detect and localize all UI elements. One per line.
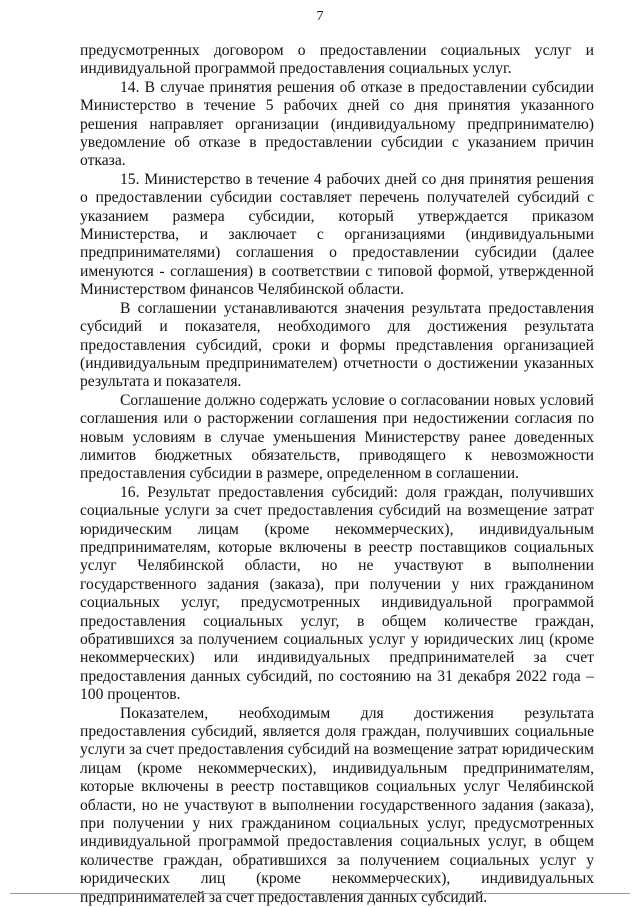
paragraph-indicator: Показателем, необходимым для достижения результата предоставления субсидий, является доля граждан, получивших социальные услуги за счет предоставления субсидий на возмещение затрат юридическим лицам (кроме некоммерческих), индивидуальным предпринимателям, которые включены в реестр поставщиков социальных услуг Челябинской области, но не участвуют в выполнении государственного задания (заказа), при получении у них гражданином социальных услуг, предусмотренных индивидуальной программой предоставления социальных услуг, в общем количестве граждан, обратившихся за получением социальных услуг у юридических лиц (кроме некоммерческих), индивидуальных предпринимателей за счет предоставления данных субсидий. xyxy=(80,704,594,906)
paragraph-clause-15: 15. Министерство в течение 4 рабочих дней со дня принятия решения о предоставлении субсидии составляет перечень получателей субсидий с указанием размера субсидии, который утверждается приказом Министерства, и заключает с организациями (индивидуальными предпринимателями) соглашения о предоставлении субсидии (далее именуются - соглашения) в соответствии с типовой формой, утвержденной Министерством финансов Челябинской области. xyxy=(80,170,594,299)
paragraph-agreement-values: В соглашении устанавливаются значения результата предоставления субсидий и показателя, необходимого для достижения результата предоставления субсидий, сроки и формы представления организацией (индивидуальным предпринимателем) отчетности о достижении указанных результата и показателя. xyxy=(80,299,594,391)
document-body xyxy=(80,42,594,907)
paragraph-clause-16: 16. Результат предоставления субсидий: доля граждан, получивших социальные услуги за счет предоставления субсидий на возмещение затрат юридическим лицам (кроме некоммерческих), индивидуальным предпринимателям, которые включены в реестр поставщиков социальных услуг Челябинской области, но не участвуют в выполнении государственного задания (заказа), при получении у них гражданином социальных услуг, предусмотренных индивидуальной программой предоставления социальных услуг, в общем количестве граждан, обратившихся за получением социальных услуг у юридических лиц (кроме некоммерческих) или индивидуальных предпринимателей за счет предоставления данных субсидий, по состоянию на 31 декабря 2022 года – 100 процентов. xyxy=(80,483,594,704)
paragraph-agreement-conditions: Соглашение должно содержать условие о согласовании новых условий соглашения или о расторжении соглашения при недостижении согласия по новым условиям в случае уменьшения Министерству ранее доведенных лимитов бюджетных обязательств, приводящего к невозможности предоставления субсидии в размере, определенном в соглашении. xyxy=(80,391,594,483)
paragraph-clause-14: 14. В случае принятия решения об отказе в предоставлении субсидии Министерство в течение 5 рабочих дней со дня принятия указанного решения направляет организации (индивидуальному предпринимателю) уведомление об отказе в предоставлении субсидии с указанием причин отказа. xyxy=(80,78,594,170)
page-number: 7 xyxy=(316,9,324,24)
paragraph-continuation: предусмотренных договором о предоставлении социальных услуг и индивидуальной программой предоставления социальных услуг. xyxy=(80,42,594,78)
page-bottom-divider xyxy=(10,893,630,894)
